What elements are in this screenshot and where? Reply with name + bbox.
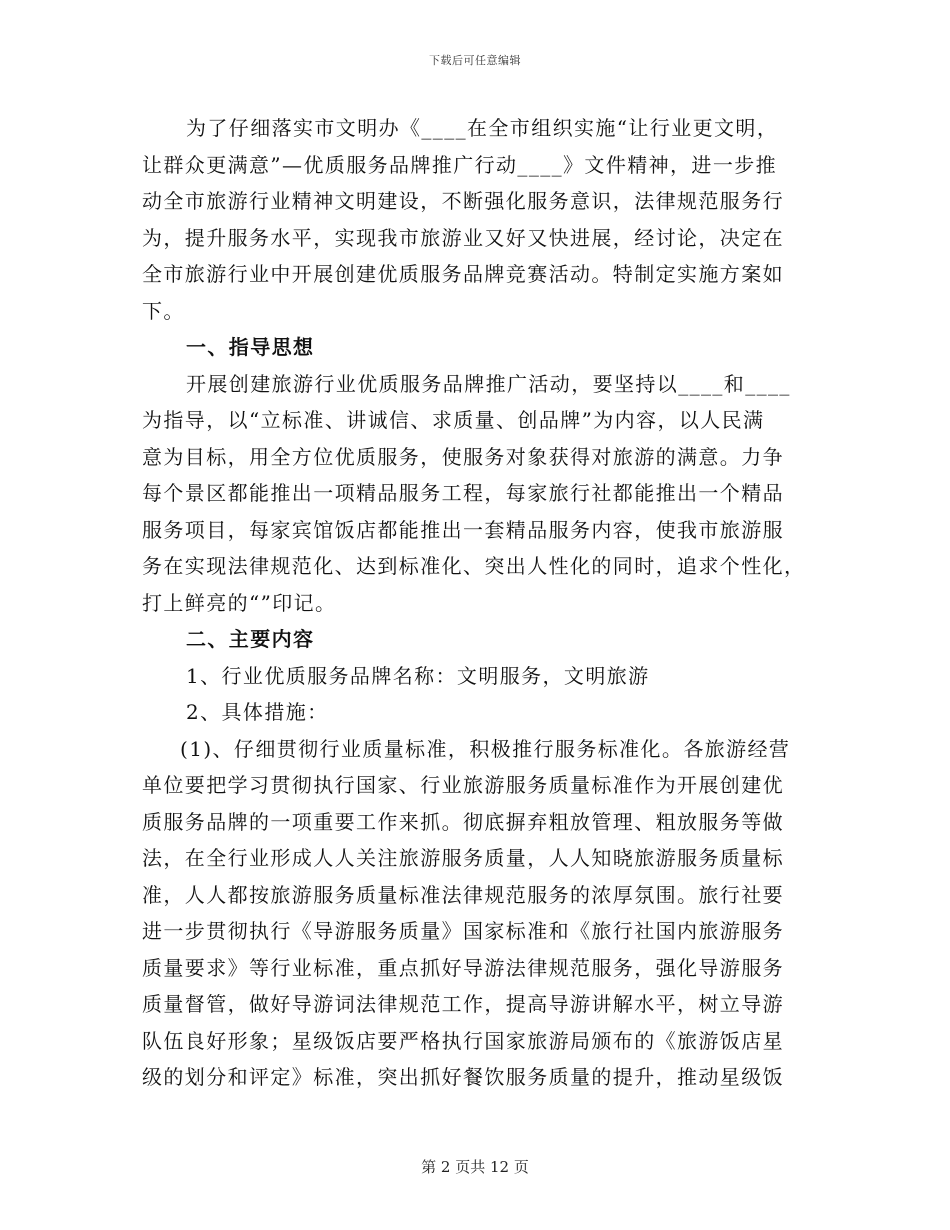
paragraph-line: 质服务品牌的一项重要工作来抓。彻底摒弃粗放管理、粗放服务等做 (142, 809, 784, 834)
paragraph-line: 2、具体措施： (186, 700, 329, 724)
paragraph-line: 让群众更满意”—优质服务品牌推广行动____》文件精神，进一步推 (142, 152, 778, 177)
paragraph-line: 全市旅游行业中开展创建优质服务品牌竞赛活动。特制定实施方案如 (142, 262, 784, 286)
paragraph-line: 开展创建旅游行业优质服务品牌推广活动，要坚持以____和____ (186, 371, 791, 396)
paragraph-line: 意为目标，用全方位优质服务，使服务对象获得对旅游的满意。力争 (142, 444, 784, 469)
paragraph-line: 每个景区都能推出一项精品服务工程，每家旅行社都能推出一个精品 (142, 481, 784, 505)
section-heading: 二、主要内容 (186, 627, 315, 651)
page-footer: 第 2 页共 12 页 (421, 1158, 529, 1176)
paragraph-line: 服务项目，每家宾馆饭店都能推出一套精品服务内容，使我市旅游服 (142, 517, 784, 542)
paragraph-line: 进一步贯彻执行《导游服务质量》国家标准和《旅行社国内旅游服务 (142, 919, 784, 943)
paragraph-line: (1)、仔细贯彻行业质量标准，积极推行服务标准化。各旅游经营 (180, 736, 791, 761)
paragraph-line: 级的划分和评定》标准，突出抓好餐饮服务质量的提升，推动星级饭 (142, 1065, 784, 1089)
paragraph-line: 为了仔细落实市文明办《____在全市组织实施“让行业更文明， (186, 116, 779, 140)
paragraph-line: 为指导，以“立标准、讲诚信、求质量、创品牌”为内容，以人民满 (142, 408, 765, 432)
paragraph-line: 下。 (142, 298, 185, 323)
paragraph-line: 质量要求》等行业标准，重点抓好导游法律规范服务，强化导游服务 (142, 955, 784, 980)
paragraph-line: 打上鲜亮的“”印记。 (142, 590, 337, 615)
paragraph-line: 务在实现法律规范化、达到标准化、突出人性化的同时，追求个性化， (142, 554, 806, 578)
page-header: 下载后可任意编辑 (429, 54, 521, 67)
paragraph-line: 法，在全行业形成人人关注旅游服务质量，人人知晓旅游服务质量标 (142, 846, 784, 870)
paragraph-line: 质量督管，做好导游词法律规范工作，提高导游讲解水平，树立导游 (142, 992, 784, 1016)
paragraph-line: 队伍良好形象；星级饭店要严格执行国家旅游局颁布的《旅游饭店星 (142, 1028, 784, 1053)
paragraph-line: 动全市旅游行业精神文明建设，不断强化服务意识，法律规范服务行 (142, 189, 784, 213)
paragraph-line: 为，提升服务水平，实现我市旅游业又好又快进展，经讨论，决定在 (142, 225, 784, 250)
paragraph-line: 准，人人都按旅游服务质量标准法律规范服务的浓厚氛围。旅行社要 (142, 882, 784, 907)
paragraph-line: 单位要把学习贯彻执行国家、行业旅游服务质量标准作为开展创建优 (142, 773, 784, 797)
section-heading: 一、指导思想 (186, 335, 315, 359)
document-body (142, 110, 806, 1096)
paragraph-line: 1、行业优质服务品牌名称：文明服务，文明旅游 (186, 663, 650, 688)
